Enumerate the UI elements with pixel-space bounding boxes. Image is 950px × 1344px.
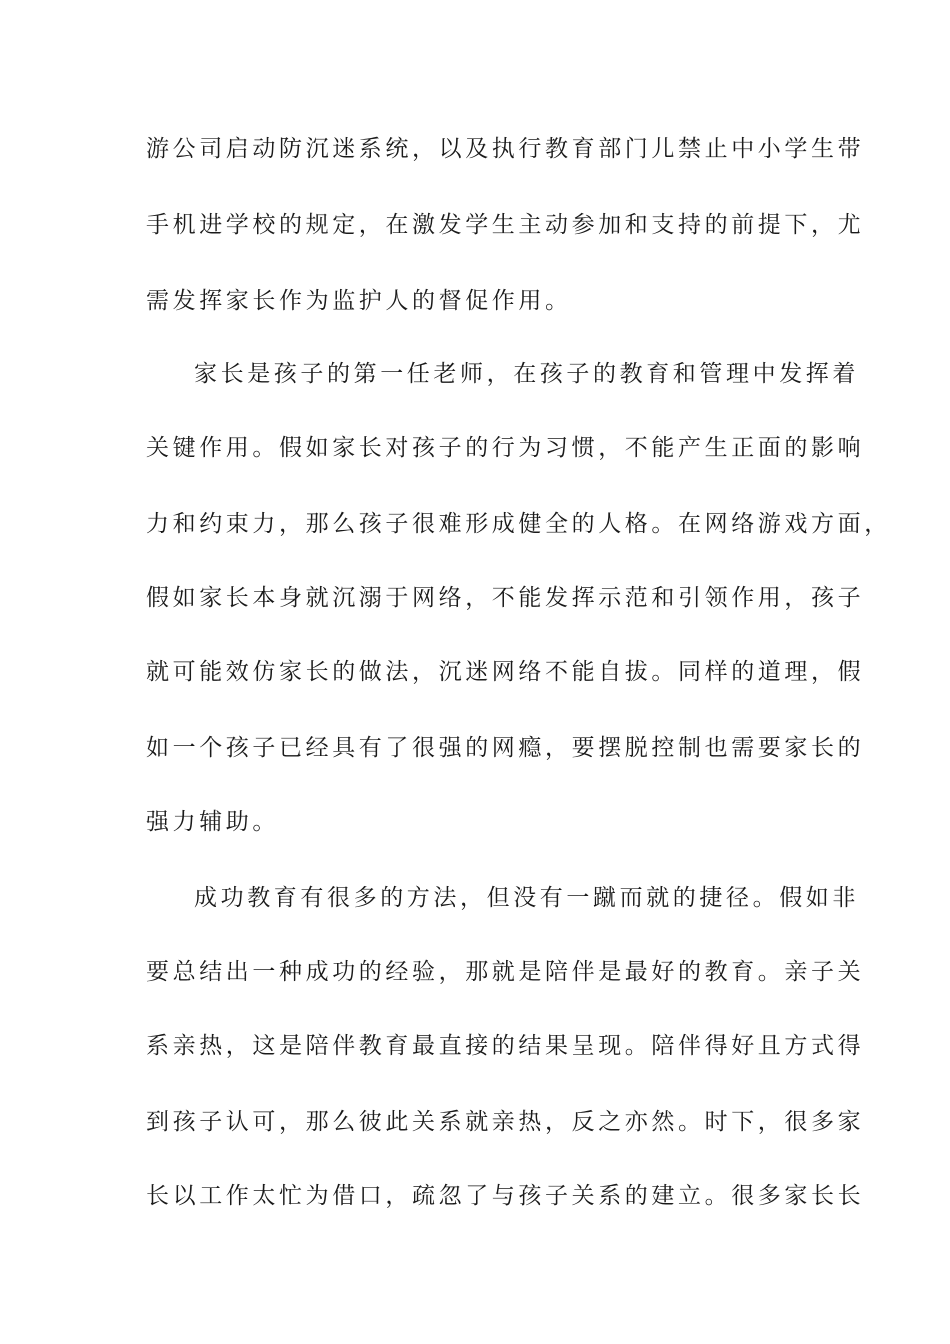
text-line: 就可能效仿家长的做法，沉迷网络不能自拔。同样的道理，假 (146, 659, 865, 685)
text-line: 需发挥家长作为监护人的督促作用。 (146, 288, 572, 314)
text-line: 假如家长本身就沉溺于网络，不能发挥示范和引领作用，孩子 (146, 585, 865, 611)
text-line: 系亲热，这是陪伴教育最直接的结果呈现。陪伴得好且方式得 (146, 1033, 865, 1059)
paragraph-first-line: 家长是孩子的第一任老师，在孩子的教育和管理中发挥着 (194, 361, 859, 387)
text-line: 长以工作太忙为借口，疏忽了与孩子关系的建立。很多家长长 (146, 1183, 865, 1209)
text-line: 要总结出一种成功的经验，那就是陪伴是最好的教育。亲子关 (146, 959, 865, 985)
text-line: 强力辅助。 (146, 809, 279, 835)
paragraph-first-line: 成功教育有很多的方法，但没有一蹴而就的捷径。假如非 (194, 885, 859, 911)
text-line: 游公司启动防沉迷系统，以及执行教育部门儿禁止中小学生带 (146, 136, 865, 162)
text-line: 如一个孩子已经具有了很强的网瘾，要摆脱控制也需要家长的 (146, 735, 865, 761)
text-line: 关键作用。假如家长对孩子的行为习惯，不能产生正面的影响 (146, 435, 865, 461)
text-line: 手机进学校的规定，在激发学生主动参加和支持的前提下，尤 (146, 212, 865, 238)
text-line: 到孩子认可，那么彼此关系就亲热，反之亦然。时下，很多家 (146, 1109, 865, 1135)
text-line: 力和约束力，那么孩子很难形成健全的人格。在网络游戏方面， (146, 511, 891, 537)
